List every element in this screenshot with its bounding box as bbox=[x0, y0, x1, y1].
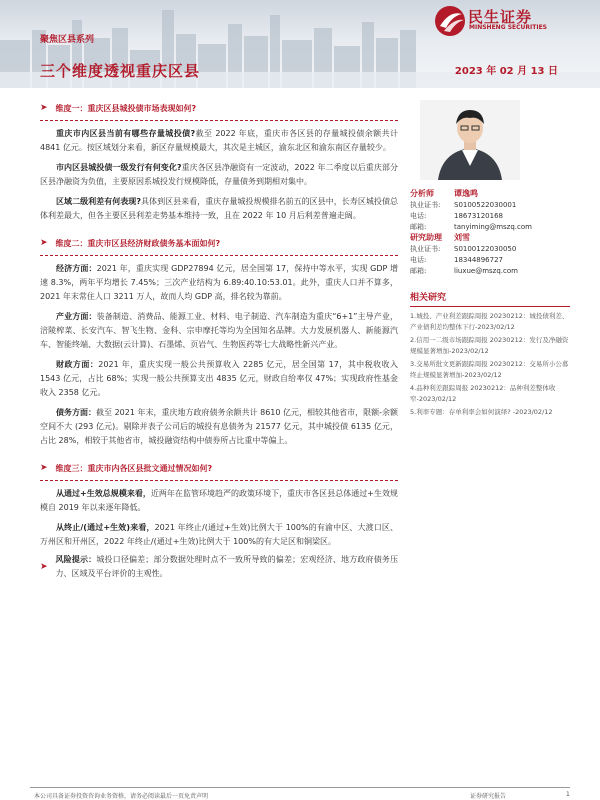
section-3 bbox=[40, 460, 398, 549]
report-series: 聚焦区县系列 bbox=[40, 35, 95, 45]
related-research-title: 相关研究 bbox=[410, 290, 570, 307]
paragraph: 市内区县城投债一级发行有何变化?重庆各区县净融资有一定波动，2022 年二季度以后重庆部分区县净融资为负值，主要原因系城投发行规模降低，存量债务到期相对集中。 bbox=[40, 163, 398, 186]
paragraph: 从终止/(通过+生效)来看，2021 年终止/(通过+生效)比例大于 100%的有渝中区、大渡口区、万州区和开州区，2022 年终止/(通过+生效)比例大于 100%的有大足区和铜梁区。 bbox=[40, 523, 398, 546]
related-item[interactable]: 5.利率专题：存单利率会如何演绎? -2023/02/12 bbox=[410, 408, 553, 416]
arrow-icon: ➤ bbox=[40, 103, 48, 113]
arrow-icon: ➤ bbox=[40, 238, 48, 248]
paragraph: 债务方面：截至 2021 年末，重庆地方政府债务余额共计 8610 亿元，相较其他省市，限额-余额空间不大 (293 亿元)。剔除并表子公司后的城投有息债务为 21577 亿元，其中城投债 6135 亿元，占比 28%，相较于其他省市，城投融资结构中债券所占比重中等偏上。 bbox=[40, 408, 398, 445]
report-date: 2023 年 02 月 13 日 bbox=[454, 66, 558, 77]
minsheng-logo-icon bbox=[434, 4, 466, 38]
paragraph: 重庆市内区县当前有哪些存量城投债?截至 2022 年底，重庆市各区县的存量城投债余额共计 4841 亿元。按区域划分来看，新区存量规模最大，其次是主城区，渝东北区和渝东南区存量较少。 bbox=[40, 129, 398, 152]
risk-section bbox=[40, 555, 399, 579]
analyst-photo bbox=[420, 100, 520, 180]
assistant-name: 刘雪 bbox=[454, 233, 470, 242]
paragraph: 经济方面：2021 年，重庆实现 GDP27894 亿元，居全国第 17，保持中等水平，实现 GDP 增速 8.3%，两年平均增长 7.45%；三次产业结构为 6.89:40.10:53.01。此外，重庆人口并不算多，2021 年末常住人口 3211 万人，故而人均 GDP 高，排名较为靠前。 bbox=[40, 264, 398, 301]
related-item[interactable]: 2.信用一二级市场跟踪周报 20230212：发行及净融资规模显著增加-2023/02/12 bbox=[410, 336, 569, 355]
paragraph: 财政方面：2021 年，重庆实现一般公共预算收入 2285 亿元，居全国第 17，其中税收收入 1543 亿元，占比 68%；实现一般公共预算支出 4835 亿元，财政自给率仅 47%；实现政府性基金收入 2358 亿元。 bbox=[40, 360, 398, 397]
risk-label: 风险提示： bbox=[55, 555, 97, 564]
section-2 bbox=[40, 235, 398, 448]
page-number: 1 bbox=[566, 791, 570, 798]
section-1 bbox=[40, 100, 398, 223]
paragraph: 从通过+生效总规模来看，近两年在监管环境趋严的政策环境下，重庆市各区县总体通过+生效规模自 2019 年以来逐年降低。 bbox=[40, 489, 398, 512]
related-item[interactable]: 3.交易所批文更新跟踪周报 20230212：交易所小公募终止规模显著增加-2023/02/12 bbox=[410, 360, 569, 379]
logo-text-en: MINSHENG SECURITIES bbox=[469, 24, 547, 31]
assistant-email[interactable]: liuxue@mszq.com bbox=[454, 266, 518, 275]
section-title: 维度三：重庆市内各区县批文通过情况如何? bbox=[55, 463, 213, 473]
sidebar bbox=[410, 100, 570, 420]
related-item[interactable]: 4.品种利差跟踪周报 20230212：品种利差整体收窄-2023/02/12 bbox=[410, 384, 556, 403]
analyst-name: 谭逸鸣 bbox=[454, 189, 478, 198]
risk-text: 城投口径偏差；部分数据处理时点不一致所导致的偏差；宏观经济、地方政府债务压力、区域及平台评价的主观性。 bbox=[55, 555, 399, 578]
report-header bbox=[0, 0, 600, 88]
report-title: 三个维度透视重庆区县 bbox=[40, 62, 201, 80]
section-title: 维度二：重庆市区县经济财政债务基本面如何? bbox=[55, 238, 221, 248]
disclaimer-text: 本公司具备证券投资咨询业务资格，请务必阅读最后一页免责声明 bbox=[34, 793, 209, 800]
section-title: 维度一：重庆区县城投债市场表现如何? bbox=[55, 103, 197, 113]
paragraph: 产业方面：装备制造、消费品、能源工业、材料、电子制造、汽车制造为重庆“6+1”主导产业，涪陵榨菜、长安汽车、智飞生物、金科、宗申摩托等均为全国知名品牌。大力发展机器人、新能源汽车、智能终端、大数据(云计算)、石墨烯、页岩气、生物医药等七大战略性新兴产业。 bbox=[40, 312, 399, 349]
paragraph: 区域二级利差有何表现?具体到区县来看，重庆存量城投规模排名前五的区县中，长寿区城投债总体利差最大，但各主要区县利差走势基本维持一致，且在 2022 年 10 月后利差普遍走阔。 bbox=[40, 197, 399, 220]
arrow-icon: ➤ bbox=[40, 463, 48, 473]
analyst-email[interactable]: tanyiming@mszq.com bbox=[454, 222, 532, 231]
report-type: 证券研究报告 bbox=[470, 793, 507, 800]
related-research-list bbox=[410, 311, 570, 418]
summary-column bbox=[40, 100, 398, 579]
analyst-info: 分析师 谭逸鸣 执业证书: S0100522030001 电话: 18673120168 邮箱: tanyiming@mszq.com 研究助理 刘雪 执业证书: S0100122030050 电话: 18344896727 邮箱: liuxue@mszq.com bbox=[410, 189, 532, 275]
footer-divider bbox=[30, 787, 570, 788]
arrow-icon: ➤ bbox=[40, 562, 48, 572]
related-item[interactable]: 1.城投、产业利差跟踪周报 20230212：城投债利差、产业债利差均整体下行-2023/02/12 bbox=[410, 312, 569, 331]
logo-text: 民生证券 bbox=[468, 8, 533, 26]
